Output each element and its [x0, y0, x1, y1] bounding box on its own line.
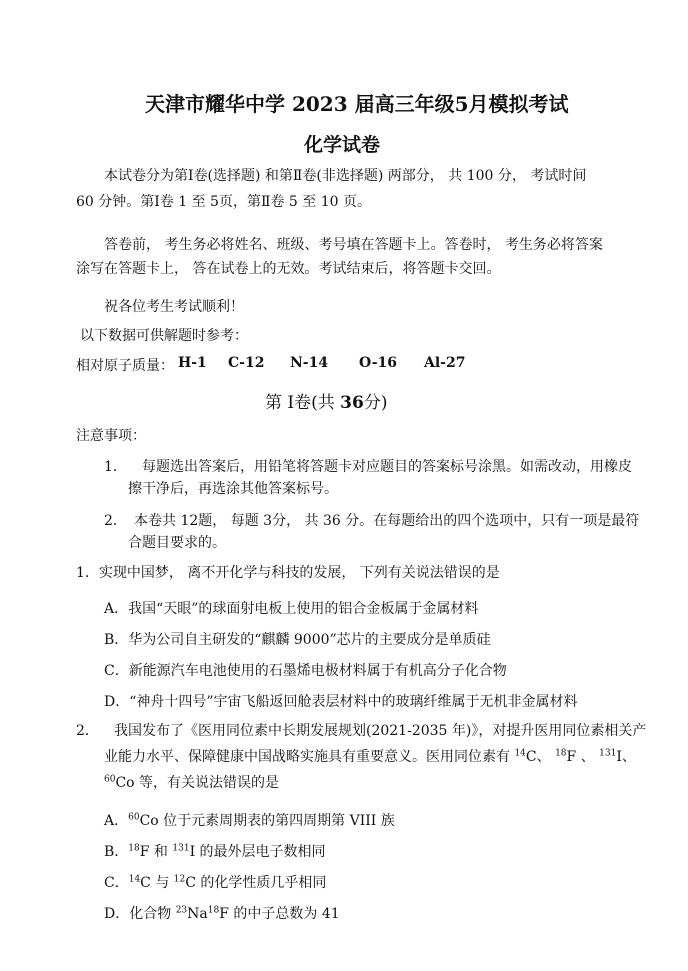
good-luck-text: 祝各位考生考试顺利！ — [104, 299, 244, 315]
q2-a-tail: Co 位于元素周期表的第四周期第 VIII 族 — [139, 813, 395, 829]
q2-d-prefix: D．化合物 — [104, 906, 176, 922]
notes-heading: 注意事项： — [76, 428, 146, 444]
q2-d-na: Na — [187, 906, 208, 922]
q2-d-sup-18: 18 — [207, 905, 220, 916]
intro-line-3: 答卷前， 考生务必将姓名、班级、考号填在答题卡上。答卷时， 考生务必将答案 — [104, 237, 603, 253]
atomic-mass-c: C-12 — [228, 355, 265, 371]
section-heading — [265, 388, 387, 413]
atomic-mass-o: O-16 — [359, 355, 398, 371]
q2-c-tail: C 的化学性质几乎相同 — [185, 875, 327, 891]
element-i: I — [616, 749, 622, 765]
question-1-stem: 1．实现中国梦， 离不开化学与科技的发展， 下列有关说法错误的是 — [76, 565, 500, 581]
note-1-line-2: 擦干净后，再选涂其他答案标号。 — [128, 481, 338, 497]
q2-c-prefix: C． — [104, 875, 129, 891]
note-2-line-2: 合题目要求的。 — [128, 535, 226, 551]
question-2-option-b — [104, 841, 326, 861]
question-2-line-1: 我国发布了《医用同位素中长期发展规划(2021-2035 年)》，对提升医用同位素相关产 — [114, 723, 647, 739]
atomic-mass-label: 相对原子质量： — [76, 358, 174, 374]
q2-b-tail: I 的最外层电子数相同 — [189, 844, 326, 860]
section-score: 36 — [340, 393, 364, 413]
question-2-option-c — [104, 872, 326, 892]
isotope-mass-18: 18 — [555, 748, 567, 759]
note-1-number: 1． — [104, 459, 127, 475]
isotope-mass-14: 14 — [514, 748, 526, 759]
question-2-line-3-tail: Co 等，有关说法错误的是 — [115, 775, 280, 791]
intro-line-1: 本试卷分为第Ⅰ卷(选择题) 和第Ⅱ卷(非选择题) 两部分， 共 100 分， 考试时间 — [104, 168, 587, 184]
q2-b-prefix: B． — [104, 844, 129, 860]
note-2-number: 2． — [104, 513, 127, 529]
question-2-option-a — [104, 810, 395, 830]
q2-b-sup-18: 18 — [128, 843, 140, 854]
atomic-mass-h: H-1 — [178, 355, 207, 371]
question-2-option-d — [104, 903, 340, 923]
question-1-option-b: B．华为公司自主研发的“麒麟 9000”芯片的主要成分是单质硅 — [104, 632, 491, 648]
intro-line-2: 60 分钟。第Ⅰ卷 1 至 5页，第Ⅱ卷 5 至 10 页。 — [76, 194, 371, 210]
q2-c-mid: C 与 — [140, 875, 174, 891]
element-f: F — [566, 749, 577, 765]
q2-c-sup-12: 12 — [173, 874, 186, 885]
section-prefix: 第 Ⅰ卷(共 — [265, 393, 341, 413]
question-1-option-c: C．新能源汽车电池使用的石墨烯电极材料属于有机高分子化合物 — [104, 663, 507, 679]
q2-c-sup-14: 14 — [128, 874, 141, 885]
exam-subtitle: 化学试卷 — [304, 134, 381, 156]
question-1-option-d: D．“神舟十四号”宇宙飞船返回舱表层材料中的玻璃纤维属于无机非金属材料 — [104, 694, 578, 710]
question-2-number: 2． — [76, 723, 99, 739]
question-2-line-2-text: 业能力水平、保障健康中国战略实施具有重要意义。医用同位素有 — [104, 749, 510, 765]
q2-a-sup-60: 60 — [128, 812, 140, 823]
atomic-mass-al: Al-27 — [424, 355, 466, 371]
q2-d-sup-23: 23 — [175, 905, 188, 916]
section-suffix: 分) — [363, 393, 388, 413]
atomic-mass-n: N-14 — [290, 355, 329, 371]
element-c: C — [525, 749, 537, 765]
note-1-line-1: 每题选出答案后，用铅笔将答题卡对应题目的答案标号涂黑。如需改动，用橡皮 — [142, 459, 632, 475]
question-2-line-2: 业能力水平、保障健康中国战略实施具有重要意义。医用同位素有 $^{14}$C、 $^{18}$F 、 $^{131}$I、 — [104, 748, 636, 765]
question-2-line-3 — [104, 772, 279, 792]
exam-title: 天津市耀华中学 2023 届高三年级5月模拟考试 — [145, 92, 569, 116]
q2-a-prefix: A． — [104, 813, 129, 829]
data-note: 以下数据可供解题时参考： — [80, 328, 248, 344]
q2-b-sup-131: 131 — [172, 843, 190, 854]
q2-b-mid: F 和 — [139, 844, 173, 860]
isotope-mass-60: 60 — [104, 774, 116, 785]
intro-line-4: 涂写在答题卡上， 答在试卷上的无效。考试结束后，将答题卡交回。 — [76, 261, 501, 277]
question-1-option-a: A．我国“天眼”的球面射电板上使用的铝合金板属于金属材料 — [104, 601, 479, 617]
note-2-line-1: 本卷共 12题， 每题 3分， 共 36 分。在每题给出的四个选项中，只有一项是最符 — [134, 513, 640, 529]
q2-d-tail: F 的中子总数为 41 — [219, 906, 340, 922]
isotope-mass-131: 131 — [599, 748, 617, 759]
